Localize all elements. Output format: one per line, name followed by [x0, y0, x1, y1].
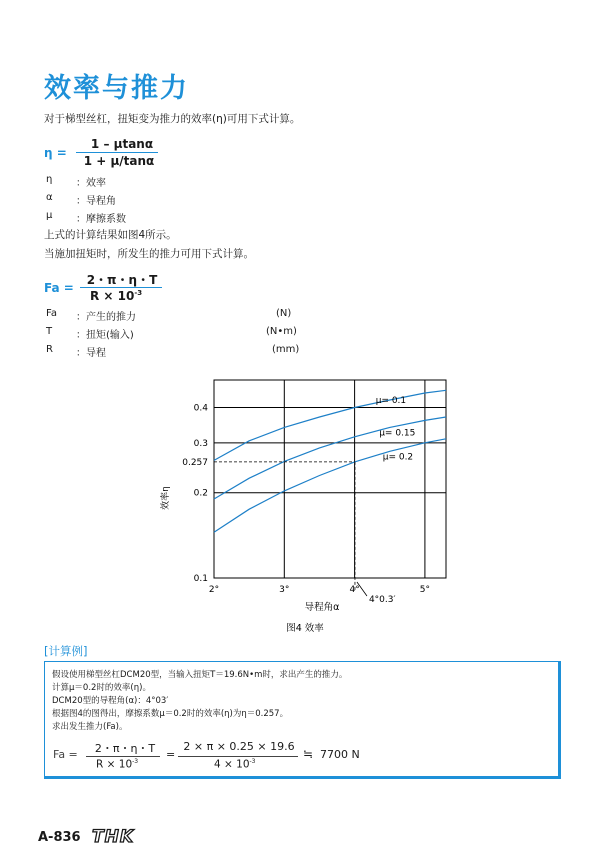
page-number: A-836 — [38, 830, 81, 845]
fa-formula-denominator: $R \times 10^{-3}$ — [90, 289, 143, 303]
def-symbol: α — [46, 192, 53, 203]
fa-formula-numerator: 2・π・η・T — [86, 273, 158, 287]
y-tick-label: 0.2 — [193, 488, 208, 499]
chart-grid — [182, 380, 446, 595]
note-text: 当施加扭矩时，所发生的推力可用下式计算。 — [44, 248, 254, 260]
fa-fraction-bar — [80, 287, 162, 288]
calc-bar-1 — [86, 756, 160, 757]
y-axis-label: 效率η — [161, 486, 171, 510]
y-tick-label: 0.3 — [193, 438, 208, 449]
calc-denominator-1: $R \times 10^{-3}$ — [96, 758, 139, 771]
example-line: 根据图4的图得出，摩擦系数μ＝0.2时的效率(η)为η＝0.257。 — [52, 709, 289, 719]
example-heading: [计算例] — [44, 644, 88, 658]
note-text: 上式的计算结果如图4所示。 — [44, 229, 177, 241]
calc-result: 7700 N — [320, 748, 360, 761]
example-line: 求出发生推力(Fa)。 — [52, 722, 128, 732]
series-label: μ= 0.1 — [375, 395, 407, 406]
def-symbol: η — [46, 174, 53, 185]
def-unit: (mm) — [272, 344, 300, 355]
def-text: ：导程角 — [76, 196, 116, 207]
def-text: ：产生的推力 — [76, 312, 136, 323]
x-tick-label: 2° — [208, 585, 220, 595]
calc-denominator-2: $4 \times 10^{-3}$ — [214, 758, 256, 771]
def-symbol: μ — [46, 210, 53, 221]
example-line: DCM20型的导程角(α)：4°03′ — [52, 696, 169, 706]
y-tick-label: 0.1 — [193, 574, 208, 584]
calc-approx: ≒ — [303, 747, 314, 761]
x-axis-label: 导程角α — [304, 602, 340, 613]
example-line: 计算μ＝0.2时的效率(η)。 — [52, 683, 151, 693]
series-label: μ= 0.2 — [382, 452, 414, 463]
x-tick-label: 4° — [349, 585, 360, 595]
eta-fraction-bar — [76, 152, 158, 153]
calc-numerator-2: 2 × π × 0.25 × 19.6 — [183, 740, 295, 753]
def-text: ：导程 — [76, 348, 106, 359]
chart-series — [214, 390, 446, 532]
calc-bar-2 — [178, 756, 298, 757]
eta-formula-denominator: 1 + μ/tanα — [83, 154, 155, 168]
logo-text: THK — [92, 827, 134, 846]
chart-caption: 图4 效率 — [286, 623, 324, 634]
def-symbol: Fa — [46, 308, 57, 319]
page-title: 效率与推力 — [44, 73, 189, 104]
calc-lhs: Fa = — [53, 748, 78, 761]
y-tick-label: 0.4 — [193, 403, 208, 414]
example-line: 假设使用梯型丝杠DCM20型，当输入扭矩T＝19.6N•m时，求出产生的推力。 — [52, 670, 348, 680]
def-unit: (N•m) — [266, 326, 297, 337]
annotation-label: 4°0.3′ — [368, 595, 396, 605]
def-text: ：扭矩(输入) — [76, 330, 134, 341]
series-line — [214, 390, 446, 460]
y-tick-label: 0.257 — [182, 457, 208, 468]
def-text: ：效率 — [76, 178, 106, 189]
def-symbol: T — [46, 326, 53, 337]
def-text: ：摩擦系数 — [76, 214, 126, 225]
eta-formula-lhs: η = — [44, 146, 67, 160]
calc-numerator-1: 2・π・η・T — [94, 742, 156, 755]
intro-text: 对于梯型丝杠，扭矩变为推力的效率(η)可用下式计算。 — [44, 113, 301, 125]
x-tick-label: 5° — [419, 585, 431, 595]
def-unit: (N) — [276, 308, 292, 319]
efficiency-chart — [150, 370, 460, 635]
fa-formula-lhs: Fa = — [44, 281, 74, 295]
thk-logo — [90, 826, 148, 846]
eta-formula-numerator: 1 – μtanα — [90, 137, 154, 151]
def-symbol: R — [46, 344, 53, 355]
x-tick-label: 3° — [279, 585, 290, 595]
series-label: μ= 0.15 — [379, 428, 416, 439]
calc-equals: = — [166, 748, 176, 761]
